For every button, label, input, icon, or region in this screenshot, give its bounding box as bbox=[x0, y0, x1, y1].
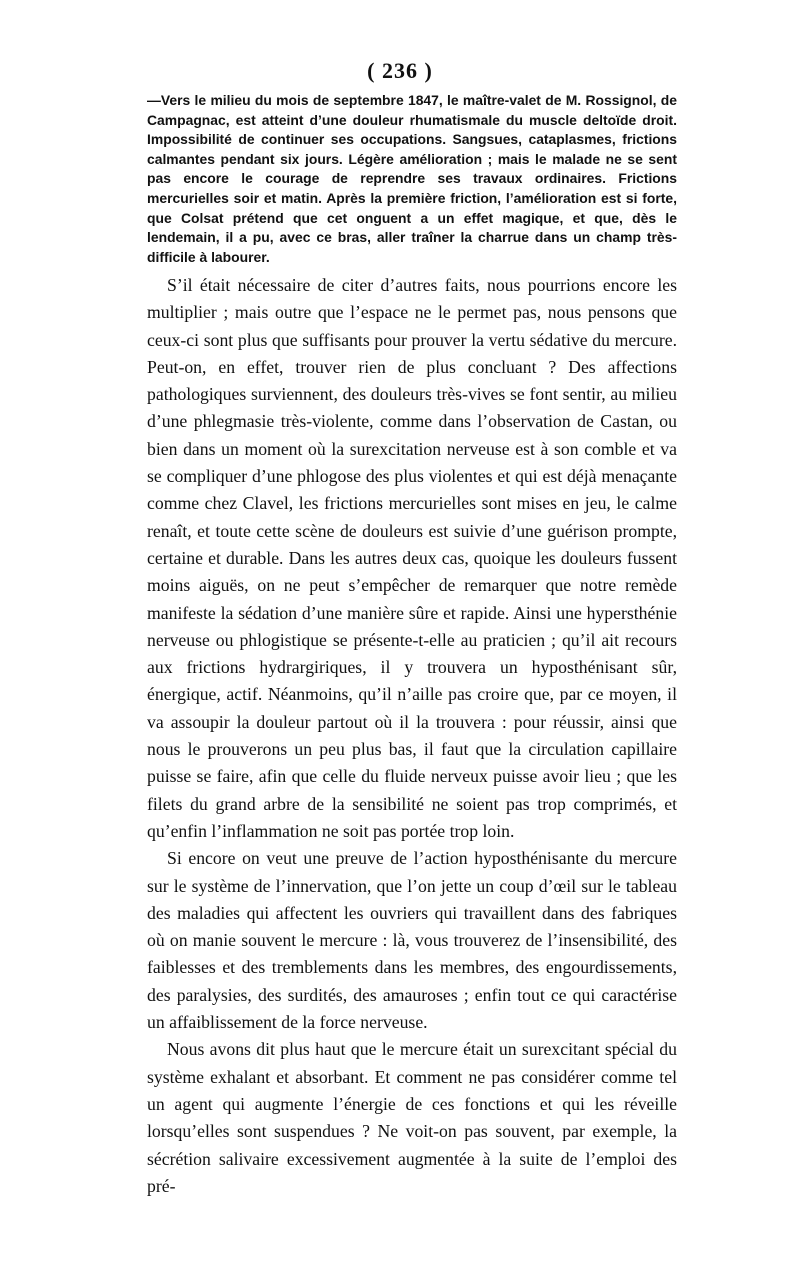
paragraph: Si encore on veut une preuve de l’action hyposthénisante du mercure sur le système de l’innervation, que l’on jette un coup d’œil sur le tableau des maladies qui affectent les ouvriers qui travaillent dans des fabriques où on manie souvent le mercure : là, vous trouverez de l’insensibilité, des faiblesses et des tremblements dans les membres, des engourdissements, des paralysies, des surdités, des amauroses ; enfin tout ce qui caractérise un affaiblissement de la force nerveuse. bbox=[147, 848, 677, 1033]
paragraph-continued: Nous avons dit plus haut que le mercure était un surexcitant spécial du système exhalant et absorbant. Et comment ne pas considérer comme tel un agent qui augmente l’énergie de ces fonctions et qui les réveille lorsqu’elles sont suspendues ? Ne voit-on pas souvent, par exemple, la sécrétion salivaire excessivement augmentée à la suite de l’emploi des pré- bbox=[147, 1039, 677, 1196]
body-text bbox=[147, 272, 677, 1200]
paragraph: S’il était nécessaire de citer d’autres faits, nous pourrions encore les multiplier ; mais outre que l’espace ne le permet pas, nous pensons que ceux-ci sont plus que suffisants pour prouver la vertu sédative du mercure. Peut-on, en effet, trouver rien de plus concluant ? Des affections pathologiques surviennent, des douleurs très-vives se font sentir, au milieu d’une phlegmasie très-violente, comme dans l’observation de Castan, ou bien dans un moment où la surexcitation nerveuse est à son comble et va se compliquer d’une phlogose des plus violentes et qui est déjà menaçante comme chez Clavel, les frictions mercurielles sont mises en jeu, le calme renaît, et toute cette scène de douleurs est suivie d’une guérison prompte, certaine et durable. Dans les autres deux cas, quoique les douleurs fussent moins aiguës, on ne peut s’empêcher de remarquer que notre remède manifeste la sédation d’une manière sûre et rapide. Ainsi une hypersthénie nerveuse ou phlogistique se présente-t-elle au praticien ; qu’il ait recours aux frictions hydrargiriques, il y trouvera un hyposthénisant sûr, énergique, actif. Néanmoins, qu’il n’aille pas croire que, par ce moyen, il va assoupir la douleur partout où il la trouvera : pour réussir, ainsi que nous le prouverons un peu plus bas, il faut que la circulation capillaire puisse se faire, afin que celle du fluide nerveux puisse avoir lieu ; que les filets du grand arbre de la sensibilité ne soient pas trop comprimés, et qu’enfin l’inflammation ne soit pas portée trop loin. bbox=[147, 275, 677, 841]
case-observation-note: —Vers le milieu du mois de septembre 1847, le maître-valet de M. Rossignol, de Campagnac, est atteint d’une douleur rhumatismale du muscle deltoïde droit. Impossibilité de continuer ses occupations. Sangsues, cataplasmes, frictions calmantes pendant six jours. Légère amélioration ; mais le malade ne se sent pas encore le courage de reprendre ses travaux ordinaires. Frictions mercurielles soir et matin. Après la première friction, l’amélioration est si forte, que Colsat prétend que cet onguent a un effet magique, et que, dès le lendemain, il a pu, avec ce bras, aller traîner la charrue dans un champ très-difficile à labourer. bbox=[147, 92, 677, 265]
page-number: ( 236 ) bbox=[367, 58, 433, 83]
